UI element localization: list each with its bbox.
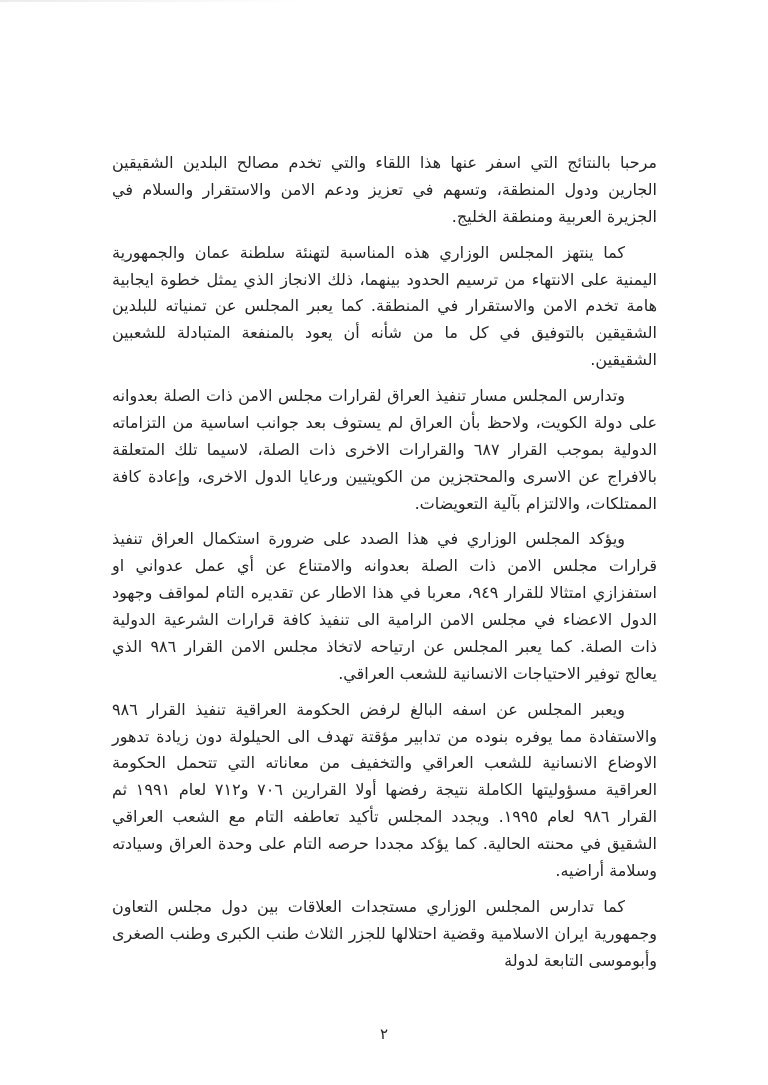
paragraph: كما ينتهز المجلس الوزاري هذه المناسبة لتهنئة سلطنة عمان والجمهورية اليمنية على الانتهاء من ترسيم الحدود بينهما، ذلك الانجاز الذي يمثل خطوة ايجابية هامة تخدم الامن والاستقرار في المنطقة. كما يعبر المجلس عن تمنياته للبلدين الشقيقين بالتوفيق في كل ما من شأنه أن يعود بالمنفعة المتبادلة للشعبين الشقيقين. [112, 242, 657, 370]
page-body-text [112, 150, 657, 983]
paragraph: وتدارس المجلس مسار تنفيذ العراق لقرارات مجلس الامن ذات الصلة بعدوانه على دولة الكويت، ولاحظ بأن العراق لم يستوف بعد جوانب اساسية من التزاماته الدولية بموجب القرار ٦٨٧ والقرارات الاخرى ذات الصلة، لاسيما تلك المتعلقة بالافراج عن الاسرى والمحتجزين من الكويتيين ورعايا الدول الاخرى، وإعادة كافة الممتلكات، والالتزام بآلية التعويضات. [112, 386, 658, 513]
scan-edge-artifact [0, 0, 768, 2]
paragraph: ويعبر المجلس عن اسفه البالغ لرفض الحكومة العراقية تنفيذ القرار ٩٨٦ والاستفادة مما يوفره بنوده من تدابير مؤقتة تهدف الى الحيلولة دون زيادة تدهور الاوضاع الانسانية للشعب العراقي والتخفيف من معاناته التي تتحمل الحكومة العراقية مسؤوليتها الكاملة نتيجة رفضها أولا القرارين ٧٠٦ و٧١٢ لعام ١٩٩١ ثم القرار ٩٨٦ لعام ١٩٩٥. ويجدد المجلس تأكيد تعاطفه التام مع الشعب العراقي الشقيق في محنته الحالية. كما يؤكد مجددا حرصه التام على وحدة العراق وسيادته وسلامة أراضيه. [112, 699, 658, 880]
page-number: ٢ [379, 1025, 389, 1043]
paragraph: مرحبا بالنتائج التي اسفر عنها هذا اللقاء والتي تخدم مصالح البلدين الشقيقين الجارين ودول المنطقة، وتسهم في تعزيز ودعم الامن والاستقرار والسلام في الجزيرة العربية ومنطقة الخليج. [112, 153, 657, 226]
paragraph: ويؤكد المجلس الوزاري في هذا الصدد على ضرورة استكمال العراق تنفيذ قرارات مجلس الامن ذات الصلة بعدوانه والامتناع عن أي عمل عدواني او استفزازي امتثالا للقرار ٩٤٩، معربا في هذا الاطار عن تقديره التام لمواقف وجهود الدول الاعضاء في مجلس الامن الرامية الى تنفيذ كافة قرارات الشرعية الدولية ذات الصلة. كما يعبر المجلس عن ارتياحه لاتخاذ مجلس الامن القرار ٩٨٦ الذي يعالج توفير الاحتياجات الانسانية للشعب العراقي. [112, 529, 658, 683]
paragraph: كما تدارس المجلس الوزاري مستجدات العلاقات بين دول مجلس التعاون وجمهورية ايران الاسلامية وقضية احتلالها للجزر الثلاث طنب الكبرى وطنب الصغرى وأبوموسى التابعة لدولة [112, 896, 657, 970]
